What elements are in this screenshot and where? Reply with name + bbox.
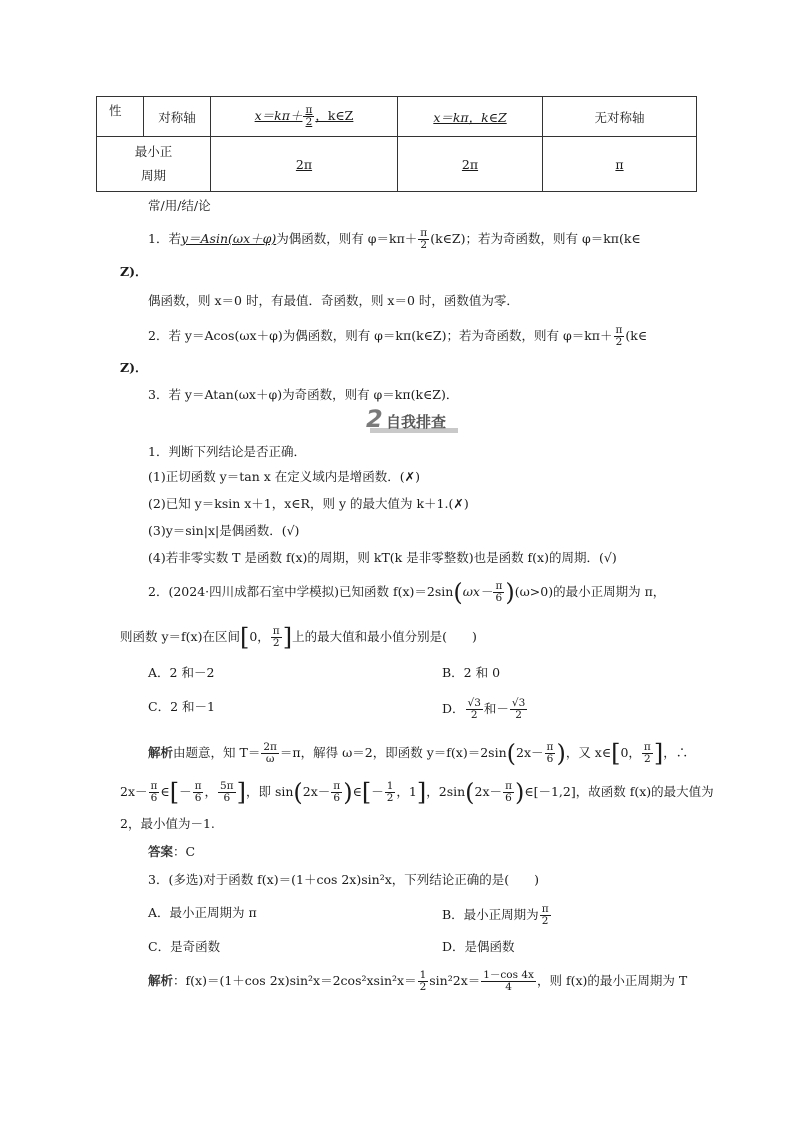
q2-solution-line2: 2x－ $\frac{\pi}{6}$ ∈[－ $\frac{\pi}{6}$ ， $\frac{5\pi}{6}$ ]，即 sin(2x－ $\frac{\pi}{6}$ )∈[－ $\frac{1}{2}$ ，1]，2sin(2x－ $\frac{\pi}{6}$ )∈[－1,2]，故函数 f(x)的最大值为: [120, 778, 714, 807]
conclusion-2: 2．若 y＝Acos(ωx＋φ)为偶函数，则有 φ＝kπ(k∈Z)；若为奇函数，则有 φ＝kπ＋ $\frac{\pi}{2}$ (k∈: [148, 324, 648, 348]
q1-item-3: (3)y＝sin|x|是偶函数．(√): [148, 523, 300, 538]
q3-option-d: D．是偶函数: [442, 939, 515, 954]
conclusion-1: 1．若y＝Asin(ωx＋φ)为偶函数，则有 φ＝kπ＋ $\frac{\pi}{2}$ (k∈Z)；若为奇函数，则有 φ＝kπ(k∈: [148, 227, 641, 251]
table-row: [97, 137, 697, 192]
q1-item-4: (4)若非零实数 T 是函数 f(x)的周期，则 kT(k 是非零整数)也是函数 f(x)的周期．(√): [148, 550, 617, 565]
q1-item-1: (1)正切函数 y＝tan x 在定义域内是增函数．(✗): [148, 469, 421, 484]
cos-symmetry-axis: x＝kπ，k∈Z: [398, 97, 543, 137]
q2-solution-line3: 2，最小值为－1.: [120, 816, 215, 831]
q2-option-b: B．2 和 0: [442, 665, 501, 680]
q1-item-2: (2)已知 y＝ksin x＋1，x∈R，则 y 的最大值为 k＋1.(✗): [148, 496, 469, 511]
q3-stem: 3．(多选)对于函数 f(x)＝(1＋cos 2x)sin²x，下列结论正确的是( ): [148, 872, 540, 887]
min-period-label: 最小正 周期: [97, 137, 211, 192]
properties-table: [96, 96, 697, 192]
conclusion-1-end: Z)．: [120, 264, 148, 279]
q2-option-d: D． $\frac{√3}{2}$ 和－ $\frac{√3}{2}$: [442, 697, 526, 721]
q2-solution-line1: 解析由题意，知 T＝ $\frac{2\pi}{\omega}$ ＝π，解得 ω＝2，即函数 y＝f(x)＝2sin(2x－ $\frac{\pi}{6}$ )，又 x∈[0， $\frac{\pi}{2}$ ]，∴: [148, 739, 689, 768]
conclusions-header: 常/用/结/论: [148, 198, 211, 213]
q2-stem: 2．(2024·四川成都石室中学模拟)已知函数 f(x)＝2sin(ωx－ $\frac{\pi}{6}$ )(ω>0)的最小正周期为 π，: [148, 578, 666, 607]
table-row: [97, 97, 697, 137]
symmetry-axis-label: 对称轴: [144, 97, 211, 137]
sin-period: 2π: [211, 137, 398, 192]
tan-symmetry-axis: 无对称轴: [543, 97, 697, 137]
conclusion-note: 偶函数，则 x＝0 时，有最值．奇函数，则 x＝0 时，函数值为零．: [148, 293, 519, 308]
conclusion-2-end: Z)．: [120, 360, 148, 375]
sin-symmetry-axis: x＝kπ＋ $\frac{\pi}{2}$ ，k∈Z: [211, 97, 398, 137]
table-category-cell: 性: [97, 97, 144, 137]
q3-option-a: A．最小正周期为 π: [148, 905, 257, 920]
q1-stem: 1．判断下列结论是否正确．: [148, 444, 306, 459]
q3-solution: 解析：f(x)＝(1＋cos 2x)sin²x＝2cos²xsin²x＝ $\frac{1}{2}$ sin²2x＝ $\frac{1-\cos 4x}{4}$ ，则 f(x)的最小正周期为 T: [148, 969, 688, 993]
q3-option-c: C．是奇函数: [148, 939, 221, 954]
q2-stem-line2: 则函数 y＝f(x)在区间[0， $\frac{\pi}{2}$ ]上的最大值和最小值分别是( ): [120, 623, 477, 652]
q2-answer: 答案：C: [148, 844, 196, 859]
q2-option-a: A．2 和－2: [148, 665, 215, 680]
tan-period: π: [543, 137, 697, 192]
conclusion-3: 3．若 y＝Atan(ωx＋φ)为奇函数，则有 φ＝kπ(k∈Z)．: [148, 387, 459, 402]
q2-option-c: C．2 和－1: [148, 699, 215, 714]
cos-period: 2π: [398, 137, 543, 192]
q3-option-b: B．最小正周期为 $\frac{\pi}{2}$: [442, 903, 549, 927]
section-title-self-check: 2 自我排查: [366, 405, 458, 433]
